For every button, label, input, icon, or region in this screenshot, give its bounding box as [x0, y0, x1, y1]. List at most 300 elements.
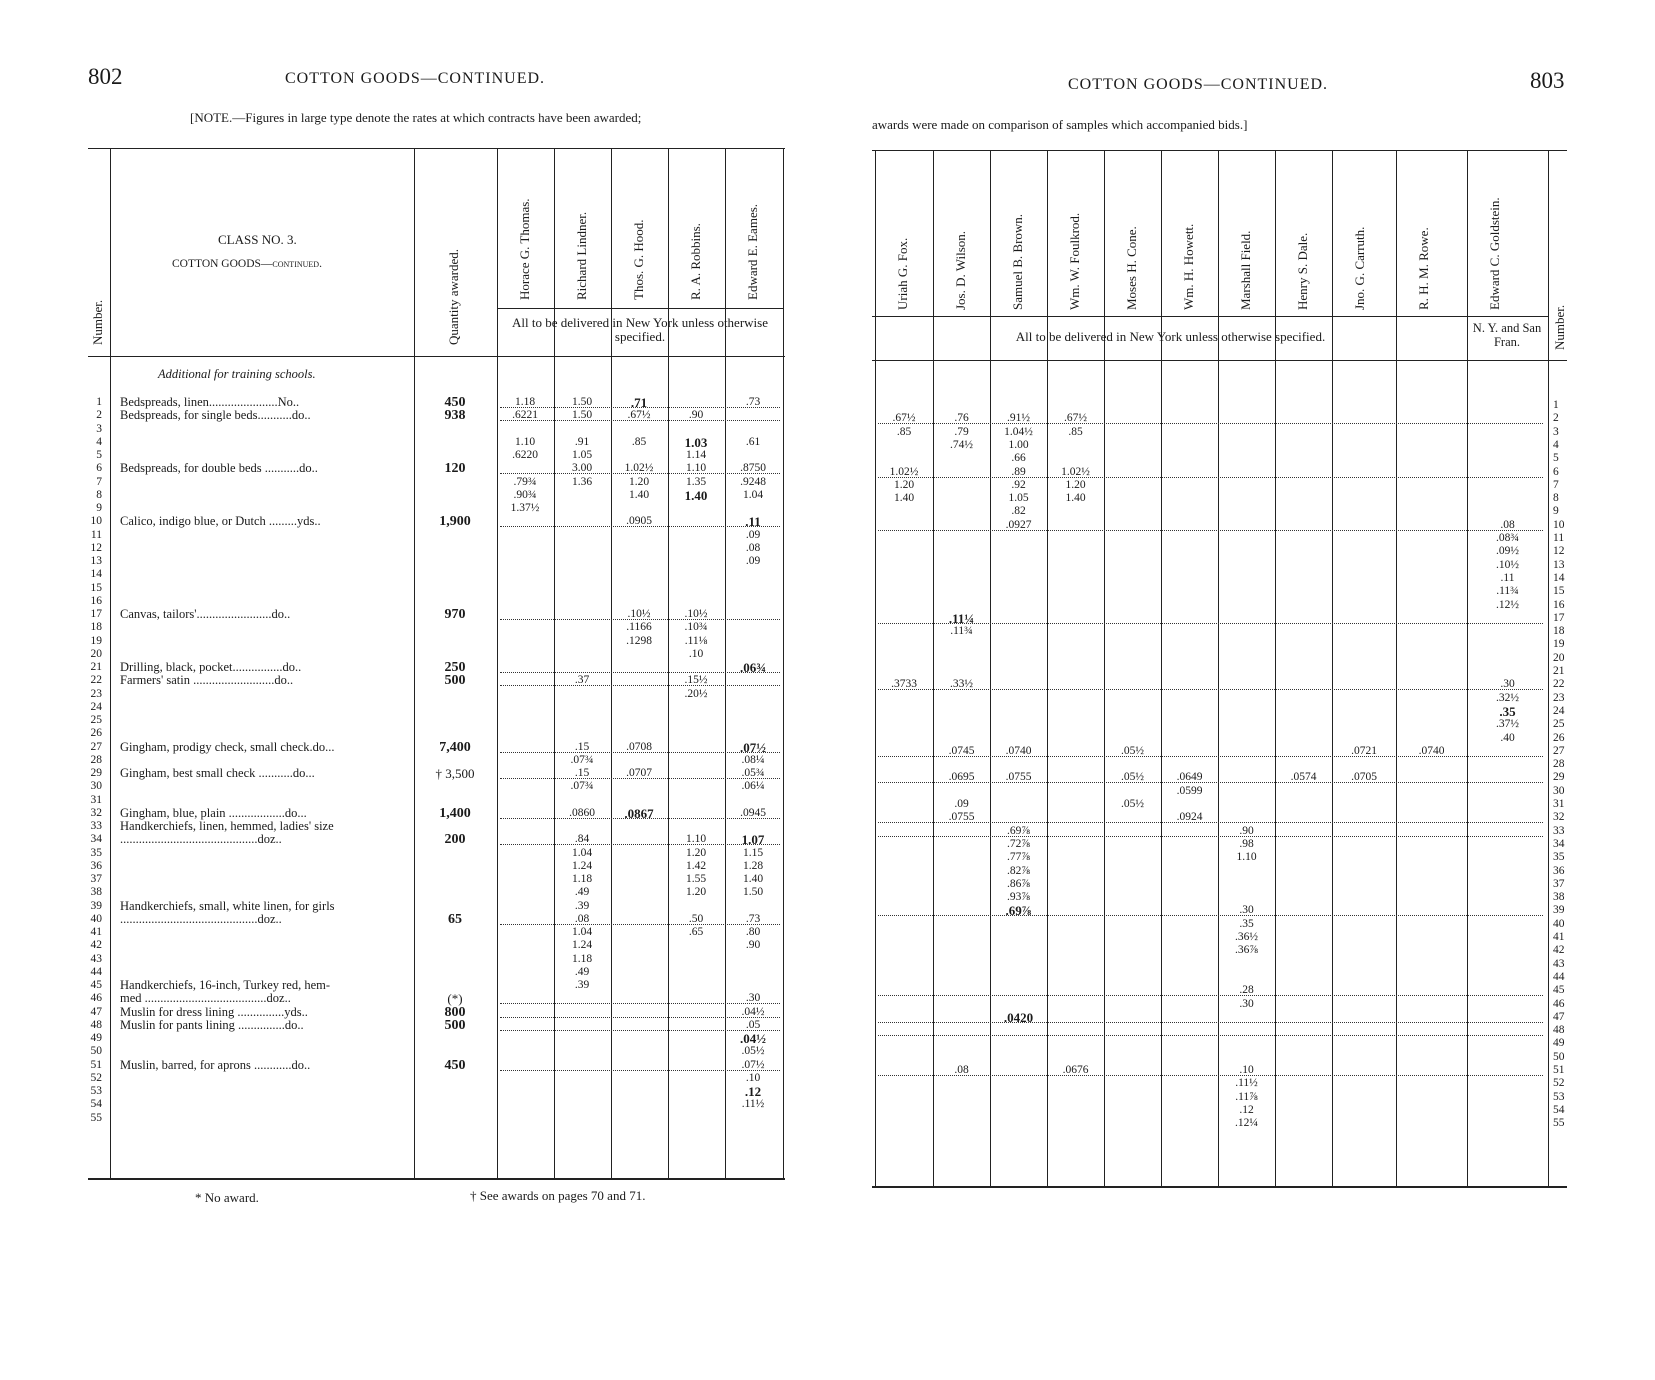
bid-value: .08¾ — [1496, 532, 1519, 544]
row-number: 33 — [1553, 824, 1565, 837]
row-number: 32 — [1553, 811, 1565, 824]
bid-value: .39 — [574, 899, 590, 912]
row-number: 16 — [1553, 598, 1565, 611]
bid-value: 1.05 — [1008, 492, 1029, 505]
bid-value: .15 — [574, 767, 590, 779]
quantity-awarded: 500 — [444, 673, 466, 689]
bid-value: .0420 — [1003, 1009, 1034, 1025]
row-number: 29 — [1553, 771, 1565, 784]
left-page-number: 802 — [88, 64, 123, 89]
bid-value: .85 — [896, 425, 912, 438]
quantity-awarded: 800 — [444, 1004, 466, 1020]
bid-value: .49 — [574, 886, 590, 899]
bid-value: .0867 — [624, 805, 654, 821]
row-number: 24 — [1553, 704, 1565, 717]
bid-value: 1.00 — [1008, 438, 1029, 451]
row-number: 20 — [1553, 651, 1565, 664]
row-number: 2 — [96, 409, 102, 422]
bid-value: .0755 — [948, 811, 975, 824]
bid-value: 1.10 — [514, 435, 536, 448]
bid-value: 1.24 — [571, 859, 593, 872]
bid-value: .04½ — [740, 1031, 766, 1046]
row-number: 14 — [90, 568, 102, 581]
left-bidder-header: Edward E. Eames. — [745, 203, 760, 300]
footnote-see-awards: † See awards on pages 70 and 71. — [470, 1188, 646, 1203]
row-number: 34 — [90, 833, 102, 846]
bid-value: .0755 — [1005, 771, 1032, 784]
bid-value: .04½ — [741, 1005, 765, 1018]
row-number: 20 — [90, 647, 102, 660]
row-number: 53 — [1553, 1090, 1565, 1103]
bid-value: 1.40 — [893, 492, 915, 505]
item-description: Muslin for dress lining ...............yds.. — [120, 1004, 308, 1019]
item-description: Drilling, black, pocket................do.. — [120, 660, 302, 674]
row-number: 34 — [1553, 837, 1565, 850]
row-number: 4 — [1553, 438, 1559, 451]
row-number: 52 — [90, 1071, 102, 1084]
bid-value: .67½ — [1064, 412, 1087, 425]
bid-value: .09 — [745, 555, 761, 567]
bid-value: 1.55 — [685, 873, 707, 885]
bid-value: .11⅛ — [684, 634, 708, 647]
row-number: 15 — [90, 581, 102, 594]
row-number: 1 — [96, 396, 102, 408]
row-number: 11 — [90, 528, 102, 541]
right-bidder-header: Jno. G. Carruth. — [1352, 226, 1367, 310]
bid-value: .30 — [745, 992, 761, 1005]
bid-value: 1.02½ — [1061, 465, 1090, 478]
left-bidder-header: Richard Lindner. — [574, 211, 589, 300]
row-number: 54 — [1553, 1103, 1565, 1116]
bid-value: 1.20 — [685, 886, 707, 899]
bid-value: .61 — [745, 435, 761, 448]
row-number: 7 — [96, 475, 102, 488]
right-delivery-note: All to be delivered in New York unless otherwise specified. — [1015, 329, 1326, 344]
bid-value: .0927 — [1005, 518, 1032, 531]
bid-value: .9248 — [740, 475, 766, 488]
bid-value: .05 — [745, 1018, 761, 1031]
bid-value: .93⅞ — [1007, 891, 1030, 904]
quantity-awarded: 500 — [444, 1017, 466, 1033]
bid-value: .36½ — [1235, 931, 1258, 943]
bid-value: .90 — [688, 409, 704, 422]
bid-value: .0574 — [1290, 771, 1317, 784]
bid-value: .10½ — [1496, 558, 1519, 571]
bid-value: 1.14 — [685, 449, 707, 461]
bid-value: .06¼ — [741, 780, 765, 793]
quantity-awarded: 7,400 — [439, 739, 471, 755]
bid-value: 1.03 — [684, 434, 708, 450]
bid-value: .91 — [574, 435, 590, 448]
bid-value: .08 — [1500, 518, 1515, 531]
bid-value: .10½ — [627, 608, 651, 620]
bid-value: 1.10 — [685, 462, 707, 475]
row-number: 25 — [1553, 718, 1565, 731]
bid-value: 1.36 — [571, 475, 593, 488]
right-bidder-header: Jos. D. Wilson. — [953, 230, 968, 310]
item-description: Handkerchiefs, linen, hemmed, ladies' size — [120, 819, 334, 833]
row-number: 54 — [90, 1098, 102, 1111]
bid-value: 1.04½ — [1004, 425, 1033, 438]
bid-value: 1.20 — [893, 478, 915, 491]
bid-value: .09½ — [1496, 545, 1519, 558]
bid-value: .76 — [954, 412, 969, 425]
bid-value: .30 — [1239, 997, 1254, 1010]
row-number: 39 — [90, 899, 102, 912]
bid-value: 1.40 — [742, 873, 764, 885]
section-heading: Additional for training schools. — [158, 367, 316, 381]
right-delivery-note-sf: N. Y. and San Fran. — [1472, 321, 1542, 349]
row-number: 17 — [90, 608, 102, 620]
quantity-awarded: 120 — [444, 461, 466, 477]
row-number: 31 — [1553, 798, 1565, 810]
bid-value: .11⅞ — [1235, 1090, 1258, 1103]
bid-value: .80 — [745, 926, 761, 938]
bid-value: .11¾ — [1496, 585, 1519, 598]
quantity-awarded: 938 — [444, 408, 466, 424]
bid-value: 1.02½ — [889, 465, 919, 478]
row-number: 38 — [90, 886, 102, 899]
right-bidder-header: Edward C. Goldstein. — [1487, 197, 1502, 310]
row-number: 46 — [90, 992, 102, 1005]
quantity-awarded: 65 — [448, 911, 462, 927]
bid-value: .10 — [745, 1071, 761, 1084]
bid-value: 1.50 — [571, 409, 593, 422]
row-number: 37 — [1553, 877, 1565, 890]
row-number: 36 — [1553, 864, 1565, 877]
bid-value: .3733 — [891, 678, 917, 691]
bid-value: .89 — [1011, 465, 1026, 478]
right-number-header: Number. — [1552, 304, 1567, 350]
row-number: 32 — [90, 806, 102, 819]
row-number: 30 — [1553, 784, 1565, 797]
bid-value: .0705 — [1351, 771, 1377, 784]
bid-value: .85 — [631, 435, 647, 448]
item-description: Muslin for pants lining ...............do.. — [120, 1017, 304, 1032]
right-bidder-header: R. H. M. Rowe. — [1416, 227, 1431, 310]
right-bidder-header: Marshall Field. — [1238, 230, 1253, 310]
left-bidder-header: R. A. Robbins. — [688, 223, 703, 300]
bid-value: 1.04 — [571, 926, 593, 938]
row-number: 55 — [1553, 1117, 1565, 1130]
bid-value: .11½ — [1235, 1077, 1258, 1090]
bid-value: 1.18 — [571, 873, 593, 885]
row-number: 51 — [90, 1058, 102, 1071]
bid-value: 1.50 — [571, 396, 593, 408]
bid-value: .10¾ — [684, 621, 708, 634]
row-number: 35 — [1553, 851, 1565, 864]
bid-value: .92 — [1011, 478, 1026, 491]
bid-value: .67½ — [892, 412, 916, 425]
bid-value: .66 — [1011, 452, 1026, 465]
bid-value: 1.10 — [1236, 851, 1257, 864]
item-description: Handkerchiefs, 16-inch, Turkey red, hem- — [120, 978, 331, 992]
bid-value: 1.40 — [684, 487, 708, 503]
left-number-header: Number. — [90, 299, 105, 345]
row-number: 33 — [90, 820, 102, 832]
bid-value: .67½ — [627, 409, 651, 422]
row-number: 6 — [96, 462, 102, 475]
row-number: 13 — [90, 555, 102, 567]
row-number: 21 — [1553, 665, 1565, 677]
row-number: 8 — [1553, 492, 1559, 505]
bid-value: .07¾ — [570, 753, 594, 766]
quantity-awarded: 200 — [444, 832, 466, 848]
row-number: 9 — [1553, 505, 1559, 518]
bid-value: .11 — [1500, 571, 1515, 584]
bid-value: .0745 — [948, 744, 975, 757]
row-number: 16 — [90, 594, 102, 607]
bid-value: .84 — [574, 833, 590, 846]
bid-value: .0740 — [1418, 744, 1445, 757]
row-number: 22 — [1553, 678, 1565, 691]
bid-value: .90 — [1239, 824, 1254, 837]
right-running-head: COTTON GOODS—CONTINUED. — [1068, 76, 1329, 93]
bid-value: 1.28 — [742, 859, 764, 872]
bid-value: .28 — [1239, 984, 1254, 997]
bid-value: .0721 — [1351, 744, 1377, 757]
row-number: 23 — [90, 687, 102, 700]
row-number: 14 — [1553, 571, 1565, 584]
bid-value: .05¾ — [741, 767, 765, 779]
bid-value: 1.02½ — [624, 462, 654, 475]
bid-value: 1.18 — [571, 952, 593, 965]
bid-value: .10 — [1239, 1064, 1254, 1076]
row-number: 19 — [1553, 638, 1565, 651]
quantity-awarded: 450 — [444, 1057, 466, 1073]
row-number: 27 — [90, 740, 102, 753]
row-number: 3 — [1553, 425, 1559, 438]
row-number: 51 — [1553, 1064, 1565, 1076]
bid-value: .39 — [574, 979, 590, 991]
bid-value: .1166 — [626, 621, 652, 634]
row-number: 48 — [1553, 1024, 1565, 1037]
item-description: Bedspreads, linen......................No.. — [120, 395, 300, 409]
quantity-header: Quantity awarded. — [446, 248, 461, 345]
row-number: 48 — [90, 1018, 102, 1031]
bid-value: 1.24 — [571, 939, 593, 952]
bid-value: .0945 — [740, 806, 766, 819]
row-number: 40 — [90, 912, 102, 925]
bid-value: .20½ — [684, 687, 708, 700]
right-bidder-header: Wm. W. Foulkrod. — [1067, 212, 1082, 310]
item-description: med .......................................doz.. — [120, 991, 291, 1006]
row-number: 11 — [1553, 532, 1565, 544]
row-number: 44 — [90, 965, 102, 978]
row-number: 12 — [1553, 545, 1565, 558]
left-delivery-note: All to be delivered in New York unless otherwise specified. — [512, 315, 768, 344]
bid-value: 1.20 — [685, 846, 707, 859]
row-number: 30 — [90, 780, 102, 793]
bid-value: .72⅞ — [1007, 837, 1030, 850]
bid-value: .11¼ — [948, 610, 975, 626]
bid-value: .07½ — [740, 739, 766, 755]
row-number: 18 — [90, 621, 102, 634]
bid-value: .0708 — [626, 740, 652, 753]
bid-value: .05½ — [1121, 744, 1144, 757]
footnote-no-award: * No award. — [195, 1190, 259, 1205]
right-bidder-header: Uriah G. Fox. — [895, 237, 910, 310]
bid-value: 1.04 — [742, 488, 764, 501]
bid-value: .90¾ — [513, 488, 537, 501]
bid-value: 1.20 — [628, 475, 650, 488]
item-description: ............................................doz.. — [120, 911, 282, 926]
bid-value: 1.05 — [571, 449, 593, 461]
row-number: 49 — [1553, 1037, 1565, 1050]
bid-value: .36⅞ — [1235, 944, 1258, 957]
left-running-head: COTTON GOODS—CONTINUED. — [285, 70, 546, 87]
bid-value: .50 — [688, 912, 704, 925]
quantity-awarded: 970 — [444, 607, 466, 622]
row-number: 10 — [1553, 518, 1565, 531]
bid-value: .11¾ — [950, 625, 973, 638]
bid-value: .12½ — [1496, 598, 1519, 611]
row-number: 47 — [1553, 1010, 1565, 1023]
bid-value: .82 — [1011, 505, 1026, 518]
bid-value: .0924 — [1176, 811, 1203, 824]
item-description: Gingham, blue, plain ..................do... — [120, 805, 307, 820]
row-number: 39 — [1553, 904, 1565, 917]
row-number: 29 — [90, 767, 102, 779]
quantity-awarded: 450 — [444, 395, 466, 410]
row-number: 31 — [90, 793, 102, 806]
bid-value: .10 — [688, 647, 704, 660]
row-number: 53 — [90, 1085, 102, 1097]
bid-value: .82⅞ — [1007, 864, 1030, 877]
row-number: 47 — [90, 1005, 102, 1018]
row-number: 3 — [96, 422, 102, 435]
bid-value: .30 — [1239, 904, 1254, 917]
class-title: CLASS NO. 3. — [218, 232, 297, 247]
bid-value: .30 — [1500, 678, 1515, 691]
row-number: 24 — [90, 700, 102, 713]
left-note: [NOTE.—Figures in large type denote the rates at which contracts have been awarded; — [190, 110, 642, 125]
item-description: Muslin, barred, for aprons ............do.. — [120, 1057, 311, 1072]
bid-value: .69⅞ — [1007, 824, 1030, 837]
bid-value: 1.04 — [571, 846, 593, 859]
right-bidder-header: Wm. H. Howett. — [1181, 223, 1196, 310]
bid-value: .0649 — [1176, 771, 1203, 784]
bid-value: .0707 — [626, 767, 652, 779]
bid-value: .05½ — [1121, 771, 1144, 784]
bid-value: .40 — [1500, 731, 1515, 744]
bid-value: .05½ — [741, 1045, 765, 1058]
quantity-awarded: 1,400 — [439, 805, 471, 821]
bid-value: .15 — [574, 740, 590, 753]
row-number: 42 — [90, 939, 102, 952]
row-number: 43 — [1553, 957, 1565, 970]
bid-value: .91½ — [1007, 412, 1030, 425]
bid-value: 1.42 — [685, 859, 707, 872]
bid-value: .12 — [1239, 1103, 1254, 1116]
row-number: 41 — [1553, 931, 1565, 943]
bid-value: .35 — [1239, 917, 1254, 930]
row-number: 36 — [90, 859, 102, 872]
row-number: 45 — [90, 979, 102, 991]
bid-value: 1.07 — [741, 832, 765, 848]
bid-value: .8750 — [740, 462, 766, 475]
row-number: 40 — [1553, 917, 1565, 930]
bid-value: .0740 — [1005, 744, 1032, 757]
item-description: Gingham, best small check ...........do... — [120, 766, 315, 780]
bid-value: 1.35 — [685, 475, 707, 488]
row-number: 55 — [90, 1111, 102, 1124]
bid-value: .09 — [745, 528, 761, 541]
bid-value: .0676 — [1062, 1064, 1089, 1076]
row-number: 9 — [96, 502, 102, 514]
row-number: 28 — [1553, 758, 1565, 771]
class-subtitle: COTTON GOODS—continued. — [172, 258, 322, 270]
row-number: 41 — [90, 926, 102, 938]
bid-value: .08 — [745, 541, 761, 554]
row-number: 44 — [1553, 970, 1565, 983]
row-number: 13 — [1553, 558, 1565, 571]
left-bidder-header: Horace G. Thomas. — [517, 198, 532, 300]
row-number: 26 — [1553, 731, 1565, 744]
bid-value: 1.18 — [514, 396, 536, 408]
row-number: 37 — [90, 873, 102, 885]
bid-value: .1298 — [626, 634, 652, 647]
bid-value: .71 — [630, 395, 648, 410]
bid-value: .12 — [744, 1084, 762, 1099]
row-number: 10 — [90, 515, 102, 528]
bid-value: .86⅞ — [1007, 877, 1030, 890]
right-page-number: 803 — [1530, 68, 1565, 93]
bid-value: .08¼ — [741, 753, 765, 766]
row-number: 21 — [90, 661, 102, 673]
row-number: 17 — [1553, 611, 1565, 624]
row-number: 1 — [1553, 399, 1559, 411]
row-number: 12 — [90, 541, 102, 554]
item-description: Bedspreads, for single beds...........do.. — [120, 408, 311, 423]
bid-value: .73 — [745, 396, 761, 408]
bid-value: .11½ — [741, 1098, 765, 1111]
row-number: 6 — [1553, 465, 1559, 478]
bid-value: 3.00 — [571, 462, 593, 475]
bid-value: 1.10 — [685, 833, 707, 846]
row-number: 45 — [1553, 984, 1565, 997]
bid-value: .07¾ — [570, 780, 594, 793]
bid-value: .77⅞ — [1007, 851, 1030, 864]
row-number: 4 — [96, 435, 102, 448]
bid-value: .08 — [574, 912, 590, 925]
bid-value: .09 — [954, 798, 969, 810]
row-number: 26 — [90, 727, 102, 740]
bid-value: .6220 — [512, 449, 538, 461]
right-note: awards were made on comparison of samples which accompanied bids.] — [872, 117, 1248, 132]
bid-value: .85 — [1068, 425, 1083, 438]
quantity-awarded: † 3,500 — [435, 766, 475, 781]
item-description: Handkerchiefs, small, white linen, for girls — [120, 898, 335, 913]
bid-value: 1.40 — [628, 488, 650, 501]
bid-value: .74½ — [950, 438, 973, 451]
right-bidder-header: Samuel B. Brown. — [1010, 213, 1025, 310]
bid-value: .6221 — [512, 409, 538, 422]
bid-value: .65 — [688, 926, 704, 938]
row-number: 19 — [90, 634, 102, 647]
row-number: 15 — [1553, 585, 1565, 598]
row-number: 22 — [90, 674, 102, 687]
row-number: 52 — [1553, 1077, 1565, 1090]
bid-value: .69⅞ — [1005, 903, 1032, 919]
row-number: 27 — [1553, 744, 1565, 757]
left-bidder-header: Thos. G. Hood. — [631, 219, 646, 300]
bid-value: .79¾ — [513, 475, 537, 488]
row-number: 50 — [90, 1045, 102, 1058]
row-number: 38 — [1553, 891, 1565, 904]
row-number: 43 — [90, 952, 102, 965]
row-number: 5 — [1553, 452, 1559, 465]
